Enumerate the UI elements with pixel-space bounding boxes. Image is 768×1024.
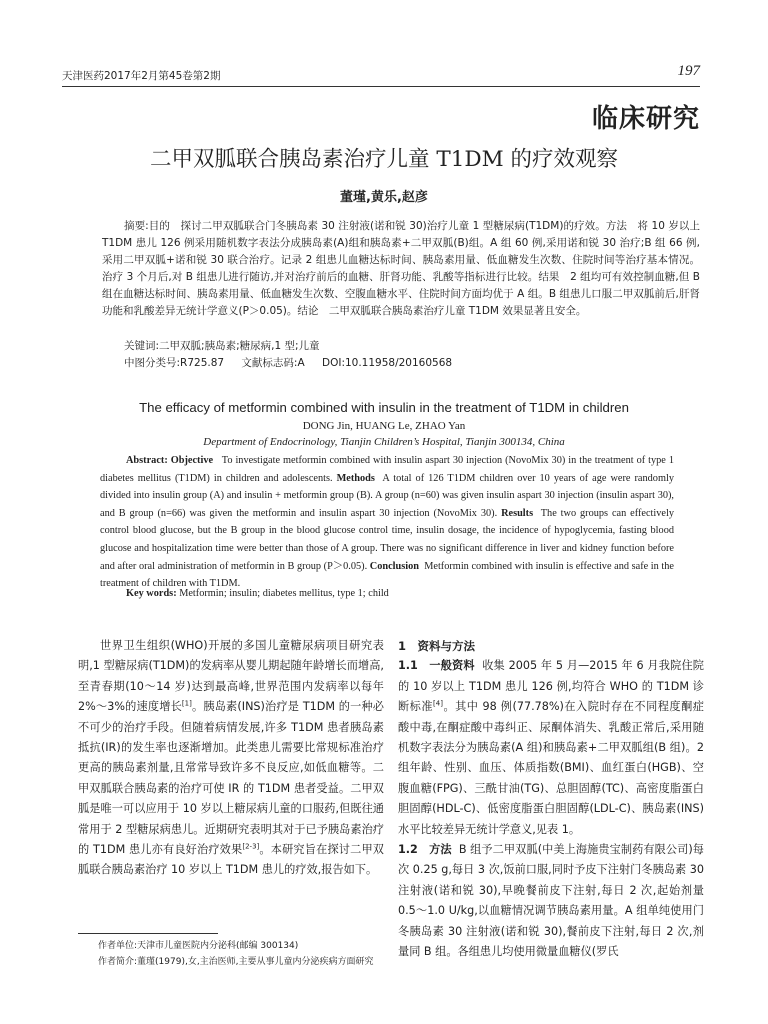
- affiliation-en: Department of Endocrinology, Tianjin Children’s Hospital, Tianjin 300134, China: [203, 436, 565, 448]
- section-1-heading: 1 资料与方法: [398, 639, 476, 653]
- footnote-rule: [78, 933, 218, 934]
- section-1-2-label: 1.2 方法: [398, 843, 452, 857]
- running-head: 天津医药2017年2月第45卷第2期: [62, 70, 221, 82]
- keywords-en-text: Metformin; insulin; diabetes mellitus, type 1; child: [179, 588, 389, 599]
- authors-cn: 董瑾,黄乐,赵彦: [340, 190, 428, 205]
- authors-en: DONG Jin, HUANG Le, ZHAO Yan: [302, 420, 466, 432]
- section-1-2: [398, 840, 704, 962]
- abstract-en-label: Abstract:: [126, 455, 168, 466]
- classification-line: [124, 355, 466, 372]
- footnote-affiliation: 作者单位:天津市儿童医院内分泌科(邮编 300134): [98, 941, 299, 951]
- abstract-cn-text: 摘要:目的 探讨二甲双胍联合门冬胰岛素 30 注射液(诺和锐 30)治疗儿童 1 型糖尿病(T1DM)的疗效。方法 将 10 岁以上 T1DM 患儿 126 例采用随机数字表法分成胰岛素(A)组和胰岛素+二甲双胍(B)组。A 组 60 例,采用诺和锐 30 治疗;B 组 66 例,采用二甲双胍+诺和锐 30 联合治疗。记录 2 组患儿血糖达标时间、胰岛素用量、低血糖发生次数、住院时间等治疗基本情况。治疗 3 个月后,对 B 组患儿进行随访,并对治疗前后的血糖、肝肾功能、乳酸等指标进行比较。结果 2 组均可有效控制血糖,但 B 组在血糖达标时间、胰岛素用量、低血糖发生次数、空腹血糖水平、住院时间方面均优于 A 组。B 组患儿口服二甲双胍前后,肝肾功能和乳酸差异无统计学意义(P＞0.05)。结论 二甲双胍联合胰岛素治疗儿童 T1DM 效果显著且安全。: [102, 220, 700, 317]
- body-right-column: [398, 636, 704, 963]
- body-left-column: [78, 636, 384, 881]
- intro-text-1: 世界卫生组织(WHO)开展的多国儿童糖尿病项目研究表明,1 型糖尿病(T1DM)的发病率从婴儿期起随年龄增长而增高,至青春期(10～14 岁)达到最高峰,世界范围内发病率以每年 2%～3%的速度增长: [78, 639, 384, 714]
- conclusion-text: Metformin combined with insulin is effective and safe in the treatment of children with T1DM.: [100, 560, 675, 590]
- citation-1[interactable]: [1]: [181, 699, 192, 708]
- citation-2-3[interactable]: [2-3]: [242, 842, 260, 851]
- methods-text: A total of 126 T1DM children over 10 years of age were randomly divided into insulin group (A) and insulin + metformin group (B). A group (n=60) was given insulin aspart 30 injection (insulin aspart 30), and B group (n=66) was given the metformin and insulin aspart 30 injection (NovoMix 30).: [100, 472, 674, 519]
- abstract-cn: [102, 218, 700, 320]
- intro-text-2: 。胰岛素(INS)治疗是 T1DM 的一种必不可少的治疗手段。但随着病情发展,许多 T1DM 患者胰岛素抵抗(IR)的发生率也逐渐增加。此类患儿需要比常规标准治疗更高的胰岛素剂量,且常常导致许多不良反应,如低血糖等。二甲双胍联合胰岛素的治疗可使 IR 的 T1DM 患者受益。二甲双胍是唯一可以应用于 10 岁以上糖尿病儿童的口服药,但既往通常用于 2 型糖尿病患儿。近期研究表明其对于已予胰岛素治疗的 T1DM 患儿亦有良好治疗效果: [78, 700, 384, 857]
- section-title: 临床研究: [591, 104, 700, 134]
- objective-label: Objective: [170, 455, 214, 466]
- page-number: 197: [677, 63, 700, 79]
- keywords-cn: 关键词:二甲双胍;胰岛素;糖尿病,1 型;儿童: [124, 340, 320, 352]
- keywords-en-label: Key words:: [126, 588, 177, 599]
- article-title-cn: 二甲双胍联合胰岛素治疗儿童 T1DM 的疗效观察: [150, 147, 618, 172]
- results-label: Results: [501, 507, 534, 519]
- objective-text: To investigate metformin combined with insulin aspart 30 injection (NovoMix 30) in the treatment of type 1 diabetes mellitus (T1DM) in children and adolescents.: [100, 455, 674, 484]
- header-rule: [62, 86, 700, 87]
- section-1-1-text-2: 。其中 98 例(77.78%)在入院时存在不同程度酮症酸中毒,在酮症酸中毒纠正、尿酮体消失、乳酸正常后,采用随机数字表法分为胰岛素(A 组)和胰岛素+二甲双胍组(B 组)。2 组年龄、性别、血压、体质指数(BMI)、血红蛋白(HGB)、空腹血糖(FPG)、三酰甘油(TG)、总胆固醇(TC)、高密度脂蛋白胆固醇(HDL-C)、低密度脂蛋白胆固醇(LDL-C)、胰岛素(INS)水平比较差异无统计学意义,见表 1。: [398, 700, 704, 836]
- article-title-en: The efficacy of metformin combined with insulin in the treatment of T1DM in children: [139, 400, 629, 415]
- section-1-1-text: 收集 2005 年 5 月—2015 年 6 月我院住院的 10 岁以上 T1DM 患儿 126 例,均符合 WHO 的 T1DM 诊断标准: [398, 659, 704, 714]
- intro-text-3: 。本研究旨在探讨二甲双胍联合胰岛素治疗 10 岁以上 T1DM 患儿的疗效,报告如下。: [78, 843, 384, 877]
- results-text: The two groups can effectively control blood glucose, but the B group in the blood glucose control time, insulin dosage, the incidence of hypoglycemia, fasting blood glucose and hospitalization time were better than those of A group. There was no significant difference in liver and kidney function before and after oral administration of metformin in B group (P＞0.05).: [100, 507, 674, 572]
- abstract-en: [100, 452, 674, 593]
- keywords-en: [126, 588, 389, 599]
- clc-code: 中图分类号:R725.87: [124, 357, 225, 369]
- footnote-author-bio: 作者简介:董瑾(1979),女,主治医师,主要从事儿童内分泌疾病方面研究: [98, 957, 374, 967]
- citation-4[interactable]: [4]: [433, 699, 443, 708]
- doi: DOI:10.11958/20160568: [322, 357, 453, 369]
- section-1-1-label: 1.1 一般资料: [398, 659, 475, 673]
- conclusion-label: Conclusion: [369, 560, 419, 572]
- document-code: 文献标志码:A: [241, 357, 305, 369]
- section-1-1: [398, 656, 704, 840]
- methods-label: Methods: [336, 472, 375, 484]
- intro-paragraph: [78, 636, 384, 881]
- section-1-2-text: B 组予二甲双胍(中美上海施贵宝制药有限公司)每次 0.25 g,每日 3 次,饭前口服,同时予皮下注射门冬胰岛素 30 注射液(诺和锐 30),早晚餐前皮下注射,每日 2 次,起始剂量 0.5～1.0 U/kg,以血糖情况调节胰岛素用量。A 组单纯使用门冬胰岛素 30 注射液(诺和锐 30),餐前皮下注射,每日 2 次,剂量同 B 组。各组患儿均使用微量血糖仪(罗氏: [398, 843, 704, 959]
